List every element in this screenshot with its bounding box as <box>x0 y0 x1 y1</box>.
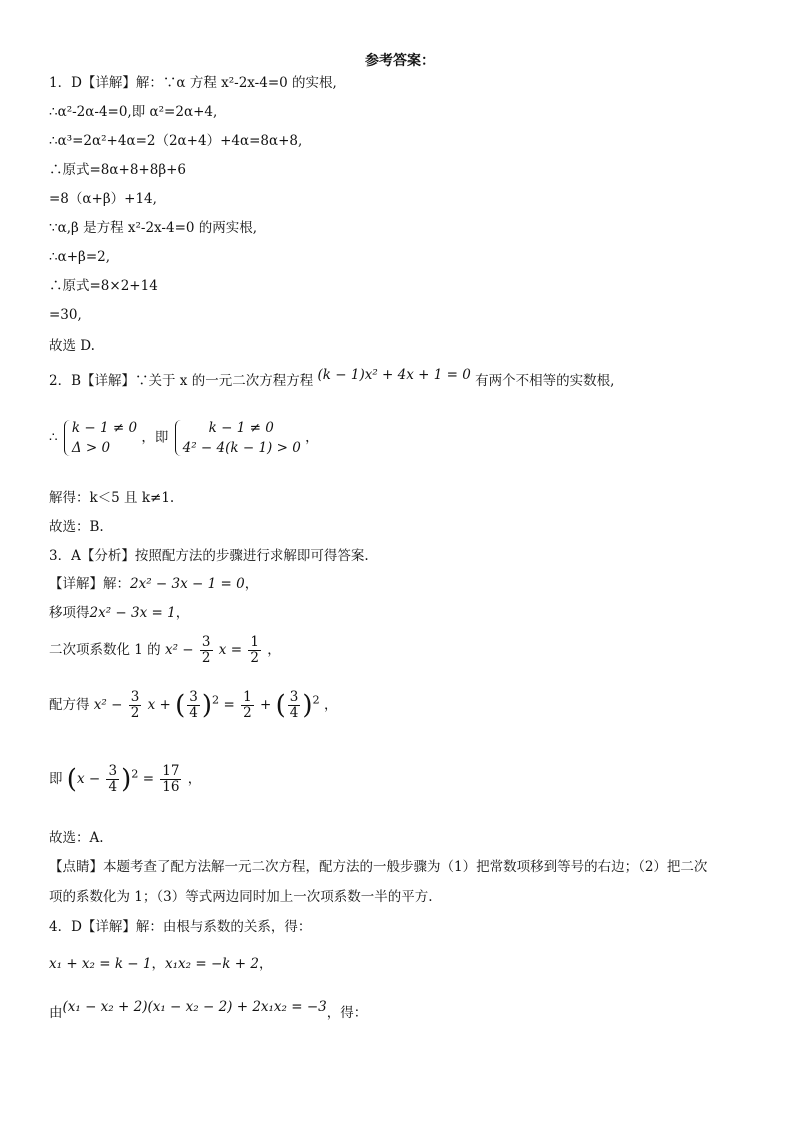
q2-system-1-row-2: Δ > 0 <box>71 440 111 456</box>
q3-line-4-frac-2: $\frac{1}{2}$ <box>250 634 259 666</box>
q1-line-5: =8（α+β）+14, <box>49 191 157 207</box>
q1-line-6: ∵α,β 是方程 x²-2x-4=0 的两实根, <box>49 220 258 236</box>
q3-line-6-eq-a: x − <box>76 771 101 787</box>
q1-line-3: ∴α³=2α²+4α=2（2α+4）+4α=8α+8, <box>49 133 303 149</box>
q3-paren-open-2: ( <box>275 690 286 721</box>
q4-product-eq: x₁x₂ = −k + 2 <box>165 956 259 972</box>
q3-line-5-eq-c: = <box>223 697 235 713</box>
q3-paren-close-3: ) <box>121 764 132 795</box>
q3-line-3-eq: 2x² − 3x = 1 <box>89 605 176 621</box>
q4-line-2-tail: ， <box>258 956 273 972</box>
q3-line-3-tail: ， <box>175 605 190 621</box>
q3-line-5-eq-d: + <box>260 697 272 713</box>
q2-system-2-row-2: 4² − 4(k − 1) > 0 <box>182 440 301 456</box>
q3-note-line-2: 项的系数化为 1；（3）等式两边同时加上一次项系数一半的平方. <box>49 889 433 905</box>
q3-paren-open-1: ( <box>175 690 186 721</box>
q4-line-3 <box>49 999 368 1022</box>
q4-line-3-tail: ，得： <box>326 1005 368 1021</box>
q3-line-5-frac-3: $\frac{1}{2}$ <box>243 689 252 721</box>
q1-line-8: ∴原式=8×2+14 <box>49 278 158 294</box>
q3-line-4-tail: ， <box>267 642 281 658</box>
q3-line-5-tail: ， <box>324 697 338 713</box>
q2-equation: (k − 1)x² + 4x + 1 = 0 <box>317 367 471 383</box>
q2-system-line <box>49 418 319 458</box>
q3-line-4-frac-1: $\frac{3}{2}$ <box>201 634 211 666</box>
q3-line-5-eq-b: x + <box>147 697 171 713</box>
q3-line-4-eq-b: x = <box>218 642 243 658</box>
q3-line-6-eq-b: = <box>142 771 154 787</box>
q3-paren-close-1: ) <box>201 690 213 721</box>
q3-line-5-text: 配方得 <box>49 697 90 713</box>
q3-line-5-frac-1: $\frac{3}{2}$ <box>130 689 140 721</box>
q2-solution: 解得：k＜5 且 k≠1. <box>49 490 175 506</box>
q2-line-1-tail: 有两个不相等的实数根, <box>475 373 615 389</box>
q2-ji: ，即 <box>141 429 169 446</box>
q3-line-5-frac-2: $\frac{3}{4}$ <box>189 689 198 721</box>
q4-line-3-text: 由 <box>49 1005 63 1021</box>
q2-answer: 故选：B. <box>49 519 104 535</box>
q3-line-1: 3．A【分析】按照配方法的步骤进行求解即可得答案. <box>49 548 369 564</box>
q1-line-10: 故选 D. <box>49 338 95 354</box>
q1-line-7: ∴α+β=2, <box>49 249 111 265</box>
q3-line-2-tail: ， <box>244 576 259 592</box>
q2-system-1-row-1: k − 1 ≠ 0 <box>71 420 138 436</box>
q4-line-2 <box>49 955 272 973</box>
q3-answer: 故选：A. <box>49 830 104 846</box>
q1-line-2: ∴α²-2α-4=0,即 α²=2α+4, <box>49 104 218 120</box>
q3-line-5: 配方得 x² − $\frac{3}{2}$ x + ( $\frac{3}{4}$ )$^2$ = $\frac{1}{2}$ + ( $\frac{3}{4}$ )$^2$ ， <box>49 689 338 721</box>
q2-system-2-row-1: k − 1 ≠ 0 <box>208 420 274 436</box>
q3-line-4 <box>49 635 281 666</box>
q2-system-2 <box>173 418 301 458</box>
q3-line-6-tail: ， <box>187 771 202 787</box>
q2-comma: ， <box>305 429 319 446</box>
q2-system-1 <box>62 418 137 458</box>
q4-condition-eq: (x₁ − x₂ + 2)(x₁ − x₂ − 2) + 2x₁x₂ = −3 <box>62 999 327 1015</box>
q1-line-4: ∴原式=8α+8+8β+6 <box>49 162 187 178</box>
q3-line-5-eq-a: x² − <box>93 697 123 713</box>
q3-line-6-frac-2: $\frac{17}{16}$ <box>162 763 180 795</box>
q3-line-6-text: 即 <box>49 771 63 787</box>
q3-line-2-eq: 2x² − 3x − 1 = 0 <box>130 576 245 592</box>
q3-line-2 <box>49 575 258 593</box>
q1-line-9: =30, <box>49 307 82 323</box>
q4-sep: ， <box>151 956 166 972</box>
q2-line-1 <box>49 367 615 390</box>
q3-note-line-1: 【点睛】本题考查了配方法解一元二次方程，配方法的一般步骤为（1）把常数项移到等号的右边；（2）把二次 <box>49 859 708 875</box>
q4-sum-eq: x₁ + x₂ = k − 1 <box>49 956 152 972</box>
q4-line-1: 4．D【详解】解：由根与系数的关系，得： <box>49 919 312 935</box>
q3-paren-open-3: ( <box>66 764 77 795</box>
q3-line-3 <box>49 604 189 622</box>
page-title: 参考答案： <box>365 53 435 69</box>
q2-line-1-text: 2．B【详解】∵关于 x 的一元二次方程方程 <box>49 373 314 389</box>
q3-line-3-text: 移项得 <box>49 605 90 621</box>
q3-line-6: 即 (x − $\frac{3}{4}$ )$^2$ = $\frac{17}{16}$ ， <box>49 763 202 795</box>
q3-paren-close-2: ) <box>302 690 313 721</box>
q1-line-1: 1．D【详解】解：∵α 方程 x²-2x-4=0 的实根, <box>49 75 337 91</box>
q3-line-4-text: 二次项系数化 1 的 <box>49 642 161 658</box>
q3-line-2-text: 【详解】解： <box>49 576 130 592</box>
q3-line-4-eq-a: x² − <box>164 642 194 658</box>
q3-line-6-frac-1: $\frac{3}{4}$ <box>108 763 118 795</box>
q3-line-5-frac-4: $\frac{3}{4}$ <box>289 689 299 721</box>
q2-therefore: ∴ <box>49 429 58 446</box>
